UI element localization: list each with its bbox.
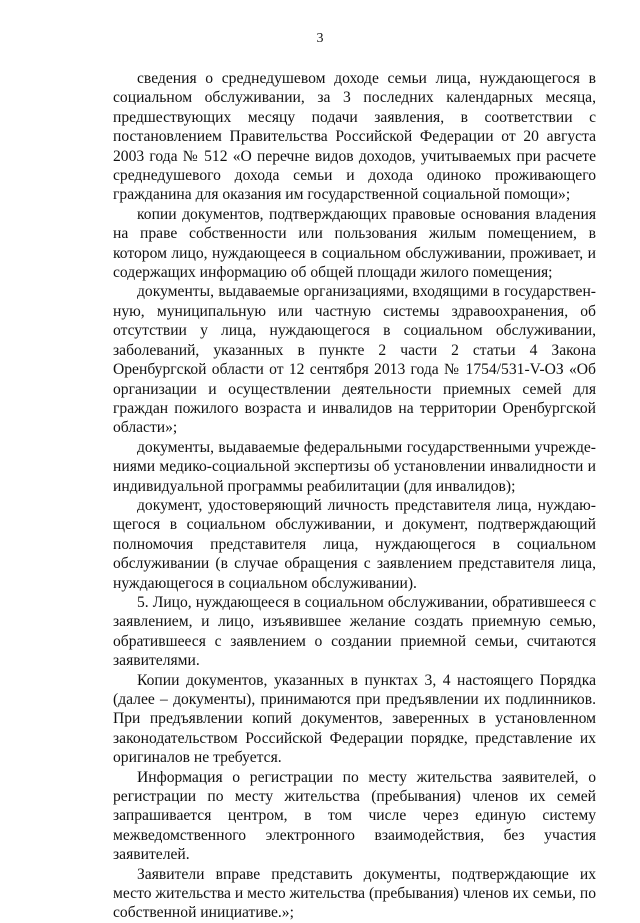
paragraph-housing-documents: копии документов, подтверждающих правовые основания владения на праве собственности или пользования жилым помещением, в котором лицо, нуждающееся в социальном обслуживании, проживает, и содержащих информацию об общей площади жилого помещения; xyxy=(113,205,596,282)
paragraph-registration-info: Информация о регистрации по месту жительства заявителей, о регистрации по месту жительства (пребывания) членов их семей запрашивается центром, в том числе через единую систему межведомственного электронного взаимодействия, без участия заявителей. xyxy=(113,768,596,864)
paragraph-document-copies: Копии документов, указанных в пунктах 3, 4 настоящего Порядка (далее – документы), принимаются при предъявлении их подлинников. При предъявлении копий документов, заверенных в установленном законодательством Российской Федерации порядке, представление их оригиналов не требуется. xyxy=(113,671,596,767)
paragraph-applicants-definition: 5. Лицо, нуждающееся в социальном обслуживании, обратившееся с заявлением, и лицо, изъявившее желание создать приемную семью, обратившееся с заявлением о создании приемной семьи, считаются заявителями. xyxy=(113,593,596,670)
paragraph-health-documents: документы, выдаваемые организациями, входящими в государственную, муниципальную или частную системы здравоохранения, об отсутствии у лица, нуждающегося в социальном обслуживании, заболеваний, указанных в пункте 2 части 2 статьи 4 Закона Оренбургской области от 12 сентября 2013 года № 1754/531-V-ОЗ «Об организации и осуществлении деятельности приемных семей для граждан пожилого возраста и инвалидов на территории Оренбургской области»; xyxy=(113,283,596,437)
paragraph-own-initiative: Заявители вправе представить документы, подтверждающие их место жительства и место жительства (пребывания) членов их семьи, по собственной инициативе.»; xyxy=(113,865,596,922)
document-body xyxy=(113,69,596,923)
page-number: 3 xyxy=(316,31,324,46)
paragraph-income-info: сведения о среднедушевом доходе семьи лица, нуждающегося в социальном обслуживании, за 3 последних календарных месяца, предшествующих месяцу подачи заявления, в соответствии с постановлением Правительства Российской Федерации от 20 августа 2003 года № 512 «О перечне видов доходов, учитываемых при расчете среднедушевого дохода семьи и дохода одиноко проживающего гражданина для оказания им государственной социальной помощи»; xyxy=(113,70,596,204)
paragraph-representative-documents: документ, удостоверяющий личность представителя лица, нуждающегося в социальном обслуживании, и документ, подтверждающий полномочия представителя лица, нуждающегося в социальном обслуживании (в случае обращения с заявлением представителя лица, нуждающегося в социальном обслуживании). xyxy=(113,496,596,592)
paragraph-disability-documents: документы, выдаваемые федеральными государственными учреждениями медико-социальной экспертизы об установлении инвалидности и индивидуальной программы реабилитации (для инвалидов); xyxy=(113,438,596,495)
